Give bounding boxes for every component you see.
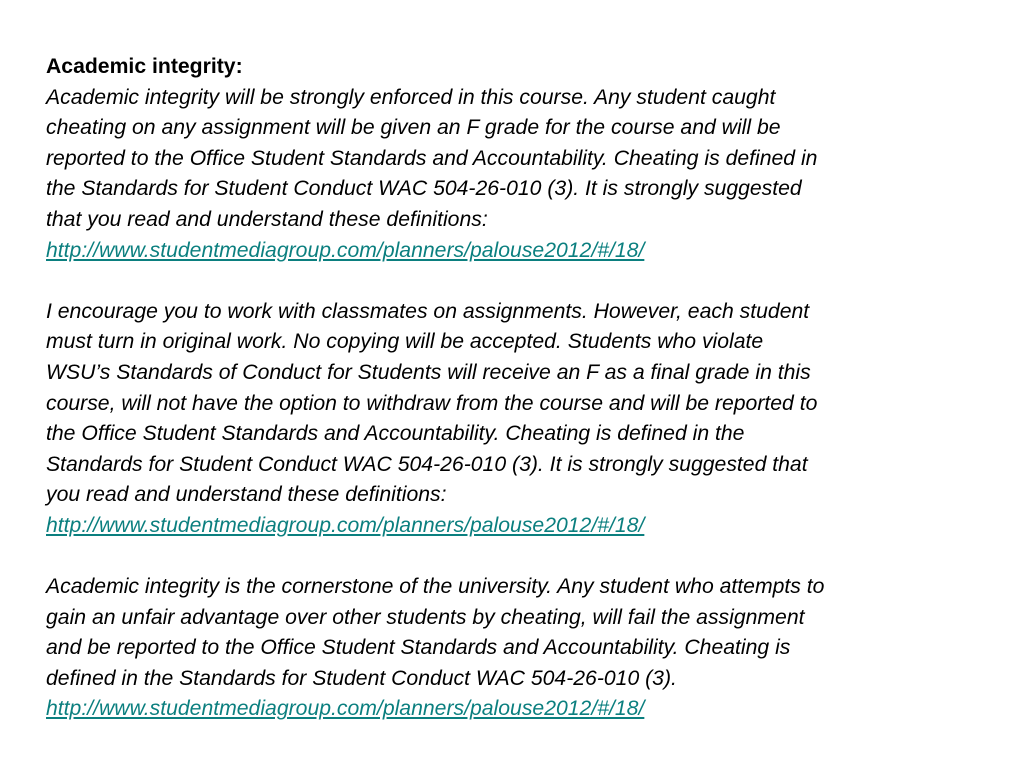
paragraph-line: cheating on any assignment will be given an F grade for the course and will be (46, 116, 781, 140)
paragraph-line: the Office Student Standards and Accountability. Cheating is defined in the (46, 422, 745, 446)
paragraph-line: reported to the Office Student Standards and Accountability. Cheating is defined in (46, 146, 818, 170)
paragraph-cornerstone (46, 572, 1006, 725)
paragraph-line: the Standards for Student Conduct WAC 504-26-010 (3). It is strongly suggested (46, 177, 802, 201)
standards-link[interactable]: http://www.studentmediagroup.com/planners/palouse2012/#/18/ (46, 697, 645, 721)
standards-link[interactable]: http://www.studentmediagroup.com/planners/palouse2012/#/18/ (46, 238, 645, 262)
paragraph-enforcement (46, 83, 1006, 267)
paragraph-line: gain an unfair advantage over other students by cheating, will fail the assignment (46, 605, 805, 629)
slide-content (46, 52, 1006, 725)
heading-title: Academic integrity: (46, 55, 243, 78)
paragraph-collaboration (46, 297, 1006, 542)
paragraph-line: Academic integrity is the cornerstone of the university. Any student who attempts to (46, 575, 825, 599)
paragraph-line: course, will not have the option to withdraw from the course and will be reported to (46, 391, 818, 415)
paragraph-line: I encourage you to work with classmates on assignments. However, each student (46, 299, 810, 323)
paragraph-line: defined in the Standards for Student Conduct WAC 504-26-010 (3). (46, 666, 677, 690)
paragraph-line: must turn in original work. No copying will be accepted. Students who violate (46, 330, 764, 354)
paragraph-line: WSU’s Standards of Conduct for Students will receive an F as a final grade in this (46, 360, 811, 384)
paragraph-line: and be reported to the Office Student Standards and Accountability. Cheating is (46, 636, 791, 660)
standards-link[interactable]: http://www.studentmediagroup.com/planners/palouse2012/#/18/ (46, 513, 645, 537)
paragraph-line: Standards for Student Conduct WAC 504-26-010 (3). It is strongly suggested that (46, 452, 808, 476)
paragraph-line: Academic integrity will be strongly enforced in this course. Any student caught (46, 85, 776, 109)
paragraph-line: you read and understand these definitions: (46, 483, 447, 507)
paragraph-line: that you read and understand these definitions: (46, 207, 488, 231)
